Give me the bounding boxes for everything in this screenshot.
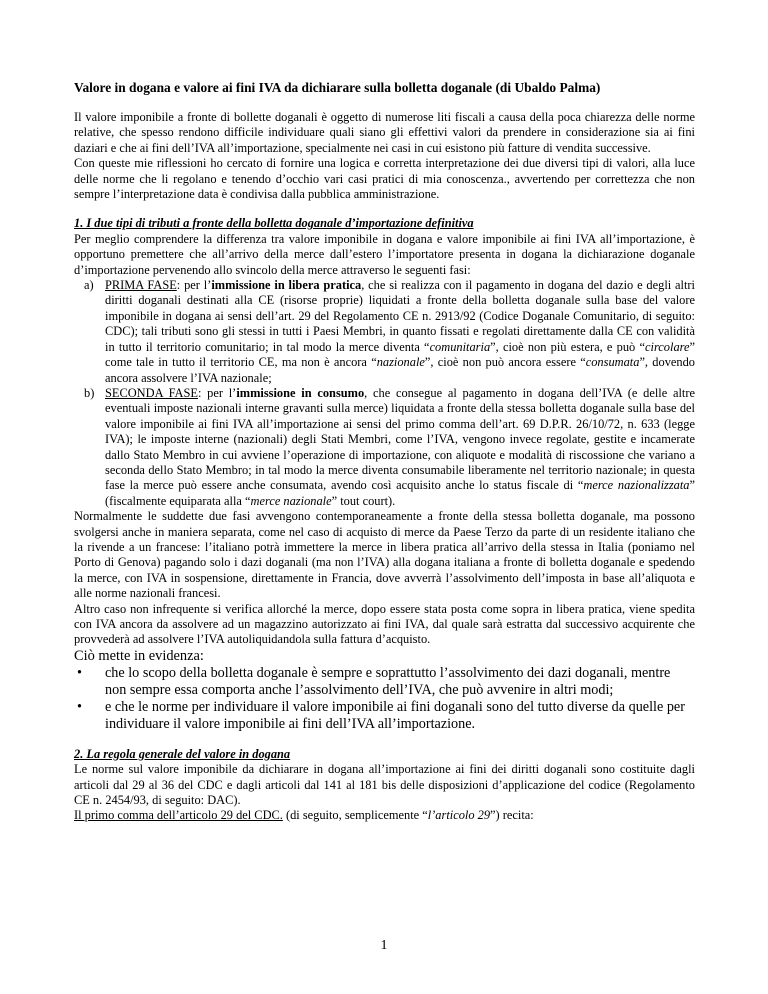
section-1-body-1: Normalmente le suddette due fasi avvengono contemporaneamente a fronte della stessa bolletta doganale, ma possono svolgersi anche in maniera separata, come nel caso di acquisto di merce da Paese Terzo da parte di un residente italiano che la rivende a un francese: l’italiano potrà immettere la merce in libera pratica all’arrivo della stessa in Italia (poniamo nel Porto di Genova) pagando solo i dazi doganali (ma non l’IVA) alla dogana italiana a fronte di bolletta doganale e spedendo la merce, con IVA in sospensione, direttamente in Francia, dove avverrà l’assolvimento dell’imposta in base all’aliquota e alle norme nazionali francesi.: [74, 509, 695, 601]
evidence-lead: Ciò mette in evidenza:: [74, 647, 204, 664]
section-2-last-line: Il primo comma dell’articolo 29 del CDC. (di seguito, semplicemente “l’articolo 29”) recita:: [74, 808, 534, 823]
phase-a-label: a): [84, 278, 94, 293]
phase-b-label: b): [84, 385, 95, 400]
phase-a: a) PRIMA FASE: per l’immissione in libera pratica, che si realizza con il pagamento in dogana del dazio e degli altri diritti doganali destinati alla CE (risorse proprie) liquidati a fronte della bolletta doganale sulla base del valore imponibile in dogana ai sensi dell’art. 29 del Regolamento CE n. 2913/92 (Codice Doganale Comunitario, di seguito: CDC); tali tributi sono gli stessi in tutti i Paesi Membri, in quanto fissati e regolati direttamente dalla CE con validità in tutto il territorio comunitario; in tal modo la merce diventa “comunitaria”, cioè non più estera, e può “circolare” come tale in tutto il territorio CE, ma non è ancora “nazionale”, cioè non può ancora essere “consumata”, dovendo ancora assolvere l’IVA nazionale;: [74, 278, 695, 386]
phase-b-key: immissione in consumo: [236, 385, 365, 400]
bullet-item-1: • che lo scopo della bolletta doganale è sempre e soprattutto l’assolvimento dei dazi doganali, mentre non sempre essa comporta anche l’assolvimento dell’IVA, che può avvenire in altri modi;: [77, 664, 671, 698]
bullet-icon: •: [77, 698, 82, 715]
section-1-lead: Per meglio comprendere la differenza tra valore imponibile in dogana e valore imponibile ai fini IVA all’importazione, è opportuno premettere che all’arrivo della merce dall’estero l’importatore presenta in dogana la dichiarazione doganale d’importazione pervenendo allo svincolo della merce attraverso le seguenti fasi:: [74, 231, 695, 277]
phase-b: b) SECONDA FASE: per l’immissione in consumo, che consegue al pagamento in dogana dell’IVA (e delle altre eventuali imposte nazionali interne gravanti sulla merce) liquidata a fronte della stessa bolletta doganale sulla base del valore imponibile ai fini IVA all’importazione ai sensi del primo comma dell’art. 69 D.P.R. 26/10/72, n. 633 (legge IVA); le imposte interne (nazionali) degli Stati Membri, come l’IVA, vengono invece regolate, gestite e incamerate dallo Stato Membro in cui avviene l’operazione di importazione, con aliquote e modalità di riscossione che variano a seconda dello Stato Membro; in tal modo la merce diventa consumabile liberamente nel territorio nazionale; in questa fase la merce può essere anche consumata, avendo così acquisito anche lo status fiscale di “merce nazionalizzata” (fiscalmente equiparata alla “merce nazionale” tout court).: [74, 386, 695, 509]
document-title: Valore in dogana e valore ai fini IVA da dichiarare sulla bolletta doganale (di Ubaldo Palma): [74, 80, 601, 95]
phase-a-name: PRIMA FASE: [105, 278, 177, 293]
section-1-body-2: Altro caso non infrequente si verifica allorché la merce, dopo essere stata posta come sopra in libera pratica, viene spedita con IVA ancora da assolvere ad un magazzino autorizzato ai fini IVA, dal quale sarà estratta dal successivo acquirente che provvederà ad assolvere l’IVA autoliquidandola sulla fattura d’acquisto.: [74, 601, 695, 647]
intro-paragraph-2: Con queste mie riflessioni ho cercato di fornire una logica e corretta interpretazione dei due diversi tipi di valori, alla luce delle norme che li regolano e tenendo d’occhio vari casi pratici di mia conoscenza., avvertendo per correttezza che non sempre l’interpretazione data è condivisa dalla pubblica amministrazione.: [74, 156, 695, 202]
bullet-item-2: • e che le norme per individuare il valore imponibile ai fini doganali sono del tutto diverse da quelle per individuare il valore imponibile ai fini dell’IVA all’importazione.: [77, 698, 685, 732]
phase-a-key: immissione in libera pratica: [211, 278, 362, 293]
page-number: 1: [380, 938, 388, 953]
phase-b-name: SECONDA FASE: [105, 385, 198, 400]
bullet-icon: •: [77, 664, 82, 681]
intro-paragraph-1: Il valore imponibile a fronte di bollette doganali è oggetto di numerose liti fiscali a causa della poca chiarezza delle norme relative, che spesso rendono difficile individuare quali siano gli effettivi valori da prendere in considerazione sia ai fini daziari e che ai fini dell’IVA all’importazione, specialmente nei casi in cui esistono più fatture di vendita successive.: [74, 110, 695, 155]
section-2-body: Le norme sul valore imponibile da dichiarare in dogana all’importazione ai fini dei diritti doganali sono costituite dagli articoli dal 29 al 36 del CDC e dagli articoli dal 141 al 181 bis delle disposizioni d’applicazione del codice (Regolamento CE n. 2454/93, di seguito: DAC).: [74, 762, 695, 808]
document-page: [74, 80, 695, 824]
section-1-heading: 1. I due tipi di tributi a fronte della bolletta doganale d’importazione definitiva: [74, 216, 474, 231]
section-2-heading: 2. La regola generale del valore in dogana: [74, 746, 291, 761]
